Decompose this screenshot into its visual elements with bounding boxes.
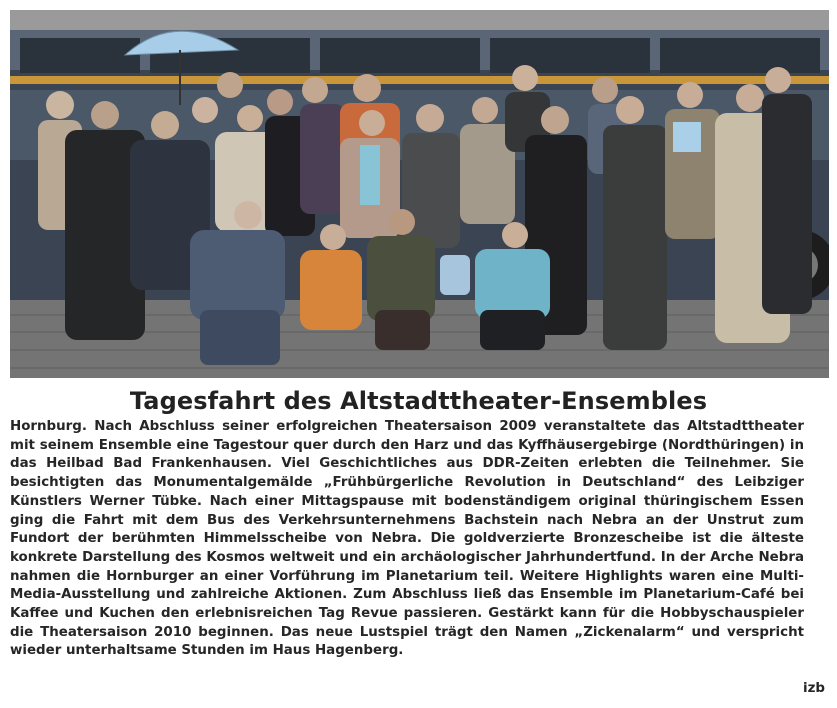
group-photo [10, 10, 829, 378]
article-headline: Tagesfahrt des Altstadttheater-Ensembles [129, 387, 708, 415]
article-body: Hornburg. Nach Abschluss seiner erfolgreichen Theatersaison 2009 veranstaltete das Altstadttheater mit seinem Ensemble eine Tagestour quer durch den Harz und das Kyffhäusergebirge (Nordthüringen) in das Heilbad Bad Frankenhausen. Viel Geschichtliches aus DDR-Zeiten erlebten die Teilnehmer. Sie besichtigten das Monumentalgemälde „Frühbürgerliche Revolution in Deutschland“ des Leibziger Künstlers Werner Tübke. Nach einer Mittagspause mit bodenständigem original thüringischem Essen ging die Fahrt mit dem Bus des Verkehrsunternehmens Bachstein nach Nebra an der Unstrut zum Fundort der berühmten Himmelsscheibe von Nebra. Die goldverzierte Bronzescheibe ist die älteste konkrete Darstellung des Kosmos weltweit und ein archäologischer Jahrhundertfund. In der Arche Nebra nahmen die Hornburger an einer Vorführung im Planetarium teil. Weitere Highlights waren eine Multi-Media-Ausstellung und zahlreiche Aktionen. Zum Abschluss ließ das Ensemble im Planetarium-Café bei Kaffee und Kuchen den erlebnisreichen Tag Revue passieren. Gestärkt kann für die Hobbyschauspieler die Theatersaison 2010 beginnen. Das neue Lustspiel trägt den Namen „Zickenalarm“ und verspricht wieder unterhaltsame Stunden im Haus Hagenberg. [10, 419, 804, 659]
author-signature: izb [803, 681, 825, 696]
group-photo-icon [10, 10, 829, 378]
